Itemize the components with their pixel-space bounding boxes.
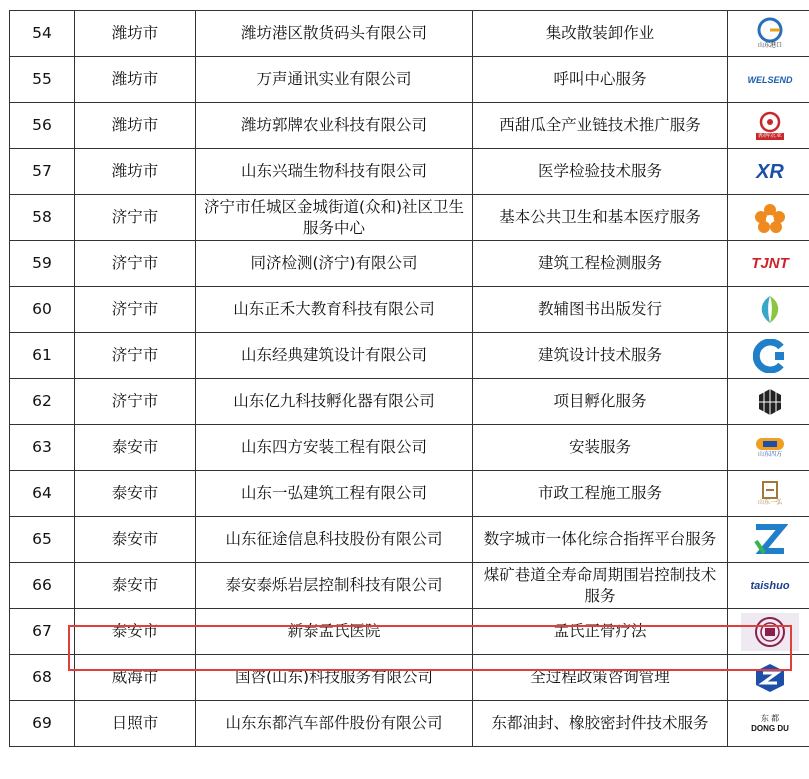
table-row (10, 11, 809, 57)
company-cell: 新泰孟氏医院 (196, 609, 473, 655)
row-number: 57 (10, 149, 75, 195)
logo-cell (728, 609, 809, 655)
company-cell: 潍坊港区散货码头有限公司 (196, 11, 473, 57)
table-row (10, 563, 809, 609)
company-table-body (10, 11, 809, 747)
city-cell: 泰安市 (75, 563, 196, 609)
seal-icon (753, 615, 787, 649)
logo-cell (728, 517, 809, 563)
company-cell: 济宁市任城区金城街道(众和)社区卫生服务中心 (196, 195, 473, 241)
weifang-port-logo-icon: 山东港口 (741, 15, 799, 53)
logo-cell (728, 333, 809, 379)
service-cell: 西甜瓜全产业链技术推广服务 (473, 103, 728, 149)
table-row (10, 103, 809, 149)
guopai-agriculture-logo-icon: 郭牌农业 (741, 107, 799, 145)
table-row (10, 701, 809, 747)
company-cell: 山东亿九科技孵化器有限公司 (196, 379, 473, 425)
row-number: 69 (10, 701, 75, 747)
city-cell: 济宁市 (75, 333, 196, 379)
row-number: 62 (10, 379, 75, 425)
logo-cell (728, 195, 809, 241)
welsend-logo-icon: WELSEND (747, 74, 793, 85)
row-number: 65 (10, 517, 75, 563)
city-cell: 日照市 (75, 701, 196, 747)
logo-cell (728, 563, 809, 609)
city-cell: 威海市 (75, 655, 196, 701)
yijiu-incubator-logo-icon (741, 383, 799, 421)
service-cell: 东都油封、橡胶密封件技术服务 (473, 701, 728, 747)
zhenghe-education-logo-icon (741, 291, 799, 329)
company-cell: 万声通讯实业有限公司 (196, 57, 473, 103)
company-cell: 山东一弘建筑工程有限公司 (196, 471, 473, 517)
company-cell: 泰安泰烁岩层控制科技有限公司 (196, 563, 473, 609)
table-row (10, 287, 809, 333)
yihong-construction-logo-icon: 山东一弘 (741, 475, 799, 513)
jingdian-design-logo-icon (741, 337, 799, 375)
company-cell: 山东征途信息科技股份有限公司 (196, 517, 473, 563)
city-cell: 泰安市 (75, 609, 196, 655)
orange-flower-icon (753, 202, 787, 234)
logo-cell (728, 241, 809, 287)
company-cell: 潍坊郭牌农业科技有限公司 (196, 103, 473, 149)
logo-cell (728, 57, 809, 103)
xingrui-biotech-logo-icon: XR (756, 160, 784, 183)
service-cell: 数字城市一体化综合指挥平台服务 (473, 517, 728, 563)
company-cell: 国咨(山东)科技服务有限公司 (196, 655, 473, 701)
city-cell: 泰安市 (75, 517, 196, 563)
logo-cell (728, 103, 809, 149)
table-row-highlighted (10, 609, 809, 655)
yihong-frame-icon (761, 480, 779, 500)
z-mark-icon (752, 523, 788, 557)
zhengtu-info-logo-icon (741, 521, 799, 559)
taishuo-logo-icon: taishuo (750, 579, 790, 592)
service-cell: 孟氏正骨疗法 (473, 609, 728, 655)
table-row (10, 517, 809, 563)
row-number: 68 (10, 655, 75, 701)
city-cell: 济宁市 (75, 195, 196, 241)
table-row (10, 241, 809, 287)
tongji-testing-logo-icon: TJNT (751, 254, 789, 272)
service-cell: 安装服务 (473, 425, 728, 471)
table-row (10, 333, 809, 379)
city-cell: 潍坊市 (75, 11, 196, 57)
service-cell: 项目孵化服务 (473, 379, 728, 425)
logo-cell (728, 471, 809, 517)
table-row (10, 57, 809, 103)
table-row (10, 655, 809, 701)
row-number: 56 (10, 103, 75, 149)
company-table (9, 10, 809, 747)
company-cell: 山东东都汽车部件股份有限公司 (196, 701, 473, 747)
city-cell: 潍坊市 (75, 149, 196, 195)
row-number: 55 (10, 57, 75, 103)
leaf-icon (753, 293, 787, 327)
city-cell: 济宁市 (75, 379, 196, 425)
city-cell: 济宁市 (75, 287, 196, 333)
cube-icon (757, 387, 783, 417)
guozi-logo-icon (741, 659, 799, 697)
logo-cell (728, 379, 809, 425)
row-number: 67 (10, 609, 75, 655)
service-cell: 建筑工程检测服务 (473, 241, 728, 287)
dongdu-logo-icon: 东 都 DONG DU (751, 713, 789, 733)
row-number: 58 (10, 195, 75, 241)
logo-cell (728, 701, 809, 747)
row-number: 66 (10, 563, 75, 609)
row-number: 59 (10, 241, 75, 287)
city-cell: 潍坊市 (75, 103, 196, 149)
service-cell: 全过程政策咨询管理 (473, 655, 728, 701)
company-cell: 山东兴瑞生物科技有限公司 (196, 149, 473, 195)
service-cell: 教辅图书出版发行 (473, 287, 728, 333)
logo-cell (728, 11, 809, 57)
service-cell: 集改散装卸作业 (473, 11, 728, 57)
blue-c-icon (753, 339, 787, 373)
city-cell: 泰安市 (75, 471, 196, 517)
community-health-logo-icon (741, 199, 799, 237)
table-row (10, 471, 809, 517)
sf-mark-icon (755, 436, 785, 452)
table-row (10, 195, 809, 241)
city-cell: 泰安市 (75, 425, 196, 471)
mengshi-hospital-seal-logo-icon (741, 613, 799, 651)
row-number: 64 (10, 471, 75, 517)
hexagon-z-icon (753, 662, 787, 694)
sifang-install-logo-icon: 山东四方 (741, 429, 799, 467)
service-cell: 市政工程施工服务 (473, 471, 728, 517)
company-cell: 山东四方安装工程有限公司 (196, 425, 473, 471)
company-cell: 同济检测(济宁)有限公司 (196, 241, 473, 287)
weifang-port-g-icon (755, 17, 785, 43)
service-cell: 建筑设计技术服务 (473, 333, 728, 379)
table-row (10, 425, 809, 471)
company-cell: 山东正禾大教育科技有限公司 (196, 287, 473, 333)
service-cell: 基本公共卫生和基本医疗服务 (473, 195, 728, 241)
city-cell: 潍坊市 (75, 57, 196, 103)
table-row (10, 149, 809, 195)
service-cell: 煤矿巷道全寿命周期围岩控制技术服务 (473, 563, 728, 609)
service-cell: 医学检验技术服务 (473, 149, 728, 195)
table-row (10, 379, 809, 425)
company-cell: 山东经典建筑设计有限公司 (196, 333, 473, 379)
guopai-circle-icon (758, 111, 782, 133)
logo-cell (728, 655, 809, 701)
logo-cell (728, 425, 809, 471)
logo-cell (728, 149, 809, 195)
city-cell: 济宁市 (75, 241, 196, 287)
row-number: 63 (10, 425, 75, 471)
row-number: 61 (10, 333, 75, 379)
service-cell: 呼叫中心服务 (473, 57, 728, 103)
row-number: 54 (10, 11, 75, 57)
logo-cell (728, 287, 809, 333)
row-number: 60 (10, 287, 75, 333)
